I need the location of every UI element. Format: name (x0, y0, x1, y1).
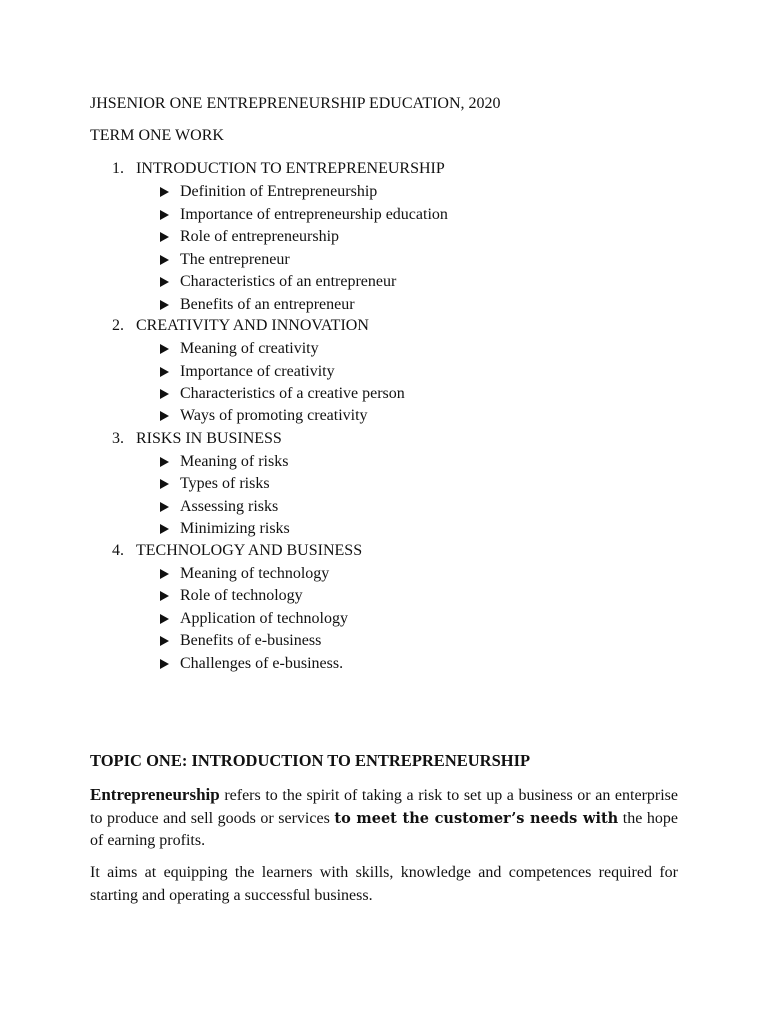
arrow-bullet-icon (160, 389, 169, 399)
aim-paragraph: It aims at equipping the learners with skills, knowledge and competences required for starting and operating a successful business. (90, 864, 678, 904)
list-item: Importance of creativity (160, 362, 335, 382)
arrow-bullet-icon (160, 344, 169, 354)
arrow-bullet-icon (160, 255, 169, 265)
section-heading: 3. RISKS IN BUSINESS (112, 430, 282, 447)
list-item: Minimizing risks (160, 519, 290, 539)
arrow-bullet-icon (160, 232, 169, 242)
list-item: Characteristics of a creative person (160, 384, 405, 404)
list-item: Characteristics of an entrepreneur (160, 272, 396, 292)
list-item: Role of entrepreneurship (160, 227, 339, 247)
list-item: The entrepreneur (160, 250, 290, 270)
arrow-bullet-icon (160, 457, 169, 467)
arrow-bullet-icon (160, 636, 169, 646)
list-item: Meaning of risks (160, 452, 288, 472)
list-item: Assessing risks (160, 497, 278, 517)
list-item: Ways of promoting creativity (160, 406, 368, 426)
arrow-bullet-icon (160, 614, 169, 624)
emphasized-phrase: to meet the customer’s needs with (334, 809, 619, 827)
list-item: Application of technology (160, 609, 348, 629)
document-subtitle: TERM ONE WORK (90, 127, 224, 144)
arrow-bullet-icon (160, 367, 169, 377)
arrow-bullet-icon (160, 210, 169, 220)
list-item: Meaning of creativity (160, 339, 319, 359)
defined-term: Entrepreneurship (90, 785, 220, 804)
arrow-bullet-icon (160, 277, 169, 287)
list-item: Types of risks (160, 474, 270, 494)
section-heading: 1. INTRODUCTION TO ENTREPRENEURSHIP (112, 160, 445, 177)
list-item: Role of technology (160, 586, 303, 606)
arrow-bullet-icon (160, 659, 169, 669)
list-item: Definition of Entrepreneurship (160, 182, 377, 202)
list-item: Challenges of e-business. (160, 654, 343, 674)
arrow-bullet-icon (160, 479, 169, 489)
arrow-bullet-icon (160, 411, 169, 421)
arrow-bullet-icon (160, 569, 169, 579)
arrow-bullet-icon (160, 524, 169, 534)
section-heading: 4. TECHNOLOGY AND BUSINESS (112, 542, 363, 559)
definition-paragraph: Entrepreneurship refers to the spirit of taking a risk to set up a business or an enterprise to produce and sell goods or services to meet the customer’s needs with the hope of earning profits. (90, 785, 678, 849)
arrow-bullet-icon (160, 300, 169, 310)
list-item: Importance of entrepreneurship education (160, 205, 448, 225)
list-item: Meaning of technology (160, 564, 329, 584)
arrow-bullet-icon (160, 187, 169, 197)
arrow-bullet-icon (160, 502, 169, 512)
list-item: Benefits of e-business (160, 631, 321, 651)
list-item: Benefits of an entrepreneur (160, 295, 355, 315)
arrow-bullet-icon (160, 591, 169, 601)
document-title: JHSENIOR ONE ENTREPRENEURSHIP EDUCATION, 2020 (90, 95, 501, 112)
topic-heading: TOPIC ONE: INTRODUCTION TO ENTREPRENEURSHIP (90, 751, 531, 770)
section-heading: 2. CREATIVITY AND INNOVATION (112, 317, 369, 334)
